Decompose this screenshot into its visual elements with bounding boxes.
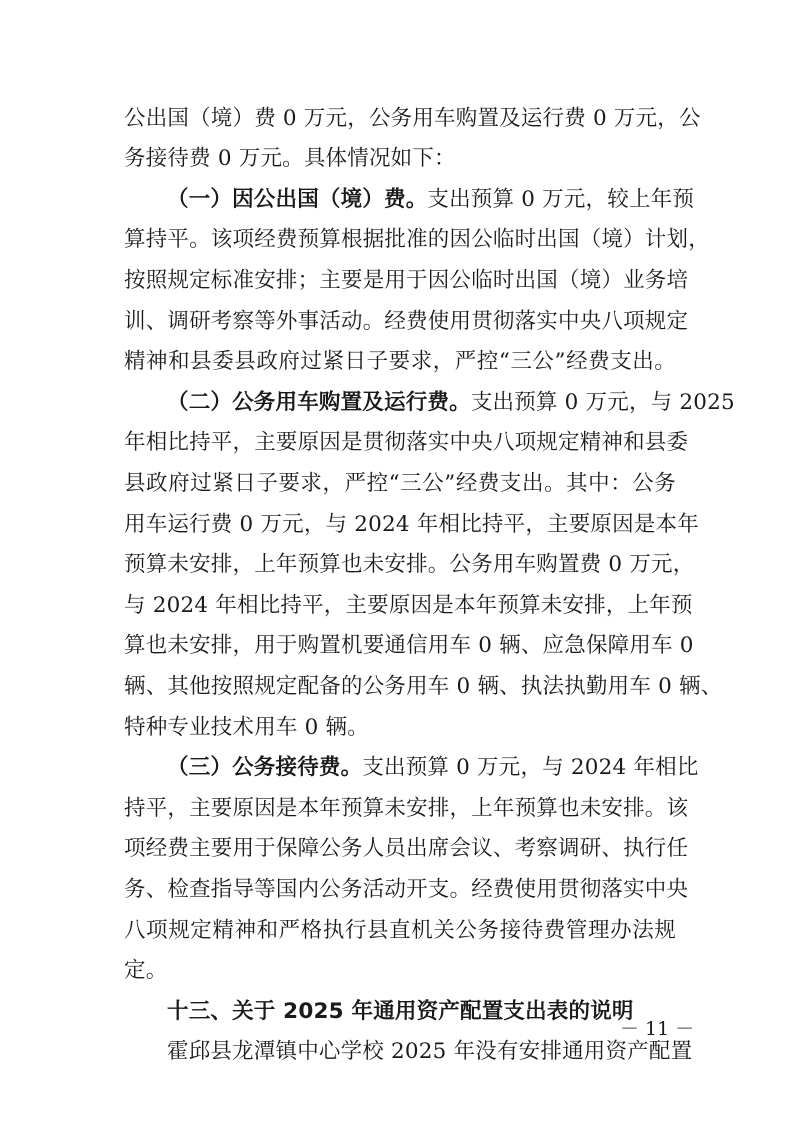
section-2-line-7: 算也未安排，用于购置机要通信用车 0 辆、应急保障用车 0: [124, 633, 694, 658]
section-1-line-4: 训、调研考察等外事活动。经费使用贯彻落实中央八项规定: [124, 309, 689, 334]
section-1-first-line: [167, 183, 695, 217]
section-13-heading: 十三、关于 2025 年通用资产配置支出表的说明: [167, 999, 634, 1024]
section-1-title: （一）因公出国（境）费。: [167, 187, 428, 212]
section-2-line-2: 年相比持平，主要原因是贯彻落实中央八项规定精神和县委: [124, 430, 689, 455]
section-3-first-line: [167, 751, 699, 785]
section-3-line-2: 持平，主要原因是本年预算未安排，上年预算也未安排。该: [124, 796, 689, 821]
section-1-line-2: 算持平。该项经费预算根据批准的因公临时出国（境）计划，: [124, 227, 710, 252]
section-3-line-3: 项经费主要用于保障公务人员出席会议、考察调研、执行任: [124, 836, 689, 861]
section-2-title: （二）公务用车购置及运行费。: [167, 390, 471, 415]
section-2-first-line: [167, 386, 735, 420]
section-2-line-6: 与 2024 年相比持平，主要原因是本年预算未安排，上年预: [124, 593, 693, 618]
section-2-line-9: 特种专业技术用车 0 辆。: [124, 715, 369, 740]
page-number: － 11 －: [620, 1018, 695, 1040]
section-2-line-1-text: 支出预算 0 万元，与 2025: [470, 390, 735, 415]
section-1-line-3: 按照规定标准安排；主要是用于因公临时出国（境）业务培: [124, 268, 689, 293]
section-3-line-4: 务、检查指导等国内公务活动开支。经费使用贯彻落实中央: [124, 877, 689, 902]
section-2-line-4: 用车运行费 0 万元，与 2024 年相比持平，主要原因是本年: [124, 512, 699, 537]
section-13-line-1: 霍邱县龙潭镇中心学校 2025 年没有安排通用资产配置: [167, 1039, 693, 1064]
section-3-line-5: 八项规定精神和严格执行县直机关公务接待费管理办法规: [124, 918, 676, 943]
section-3-line-1-text: 支出预算 0 万元，与 2024 年相比: [362, 755, 699, 780]
section-1-line-5: 精神和县委县政府过紧日子要求，严控“三公”经费支出。: [124, 349, 676, 374]
intro-line-1: 公出国（境）费 0 万元，公务用车购置及运行费 0 万元，公: [124, 106, 701, 131]
section-1-line-1-text: 支出预算 0 万元，较上年预: [427, 187, 695, 212]
section-2-line-5: 预算未安排，上年预算也未安排。公务用车购置费 0 万元，: [124, 552, 695, 577]
section-2-line-3: 县政府过紧日子要求，严控“三公”经费支出。其中：公务: [124, 471, 676, 496]
intro-line-2: 务接待费 0 万元。具体情况如下：: [124, 146, 456, 171]
section-3-title: （三）公务接待费。: [167, 755, 363, 780]
section-2-line-8: 辆、其他按照规定配备的公务用车 0 辆、执法执勤用车 0 辆、: [124, 674, 723, 699]
section-3-line-6: 定。: [124, 958, 168, 983]
